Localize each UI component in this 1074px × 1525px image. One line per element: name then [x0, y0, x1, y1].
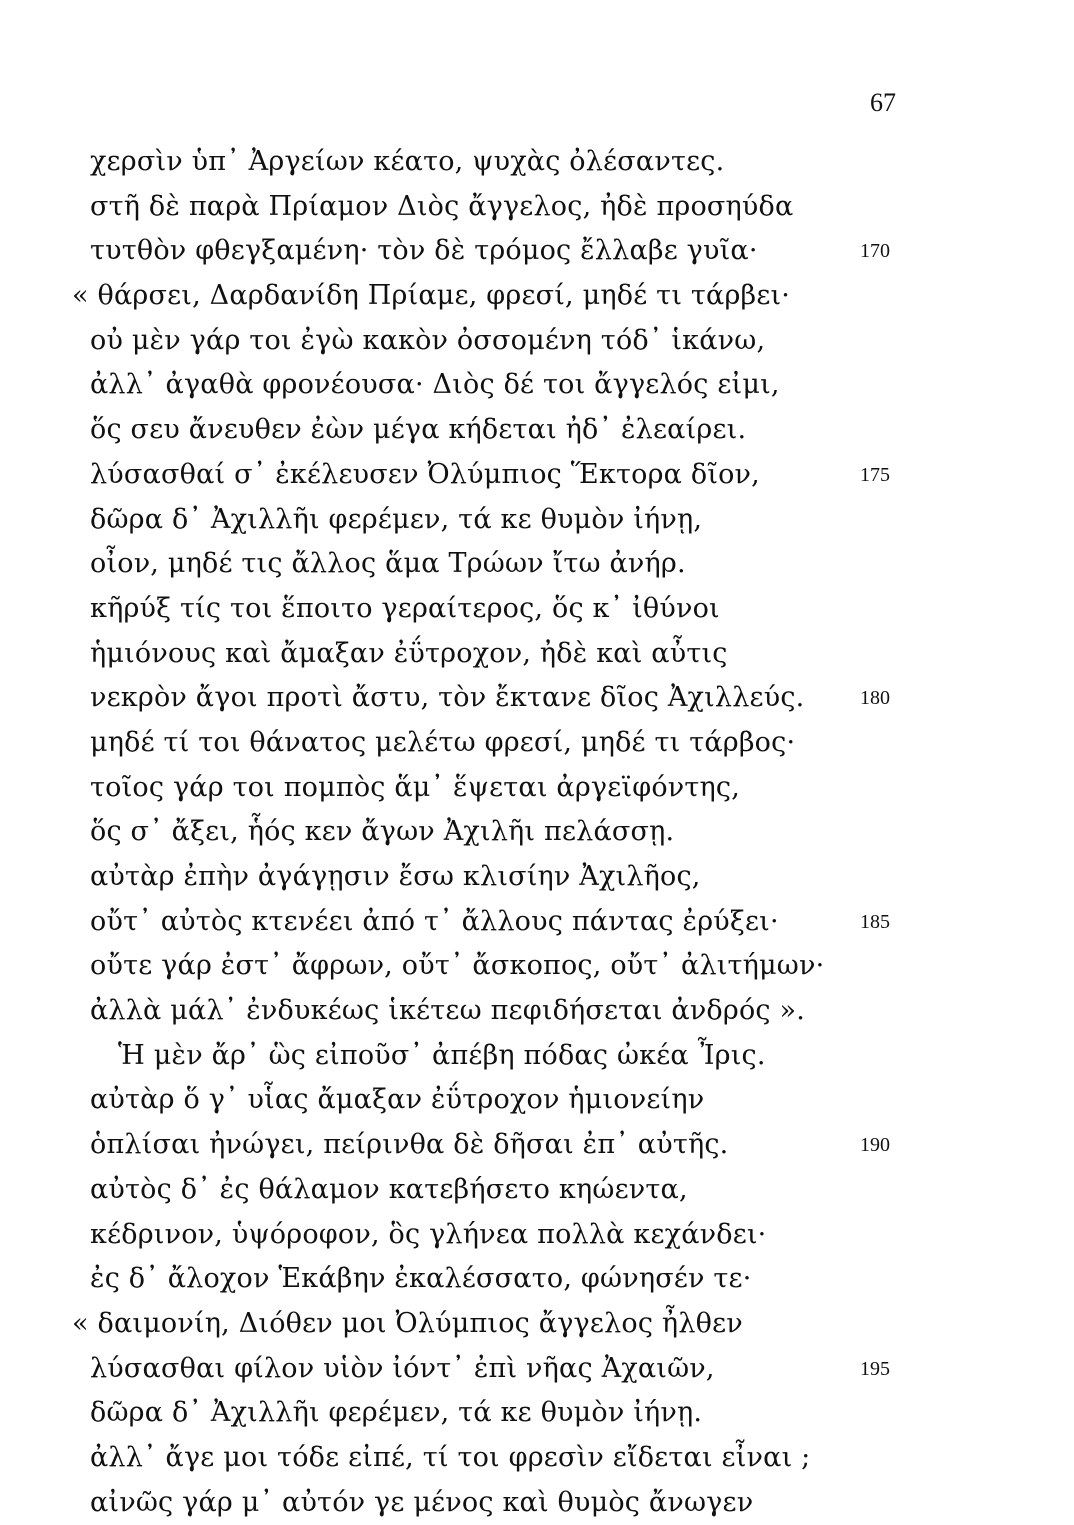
line-number: 190 — [860, 1134, 890, 1157]
verse-line — [0, 676, 1074, 721]
verse-text: κῆρύξ τίς τοι ἕποιτο γεραίτερος, ὅς κ᾽ ἰθύνοι — [90, 592, 720, 624]
line-number: 180 — [860, 687, 890, 710]
line-number: 170 — [860, 240, 890, 263]
verse-line — [0, 989, 1074, 1034]
line-number: 195 — [860, 1357, 890, 1380]
verse-line — [0, 855, 1074, 900]
verse-text: χερσὶν ὑπ᾽ Ἀργείων κέατο, ψυχὰς ὀλέσαντες. — [90, 146, 725, 177]
verse-text: λύσασθαί σ᾽ ἐκέλευσεν Ὀλύμπιος Ἕκτορα δῖον, — [90, 458, 760, 490]
verse-text: ἀλλὰ μάλ᾽ ἐνδυκέως ἱκέτεω πεφιδήσεται ἀνδρός ». — [90, 995, 806, 1027]
verse-line — [0, 1481, 1074, 1525]
verse-line — [0, 1391, 1074, 1436]
verse-text: οὔτε γάρ ἐστ᾽ ἄφρων, οὔτ᾽ ἄσκοπος, οὔτ᾽ ἀλιτήμων· — [90, 950, 825, 982]
verse-text: οἶον, μηδέ τις ἄλλος ἅμα Τρώων ἴτω ἀνήρ. — [90, 548, 686, 580]
verse-line — [0, 542, 1074, 587]
verse-line — [0, 498, 1074, 543]
verse-text: λύσασθαι φίλον υἱὸν ἰόντ᾽ ἐπὶ νῆας Ἀχαιῶν, — [90, 1352, 715, 1384]
verse-text: δῶρα δ᾽ Ἀχιλλῆι φερέμεν, τά κε θυμὸν ἰήνῃ. — [90, 1397, 703, 1429]
verse-text: ὅς σ᾽ ἄξει, ἧός κεν ἄγων Ἀχιλῆι πελάσσῃ. — [90, 816, 675, 848]
verse-text: ἐς δ᾽ ἄλοχον Ἑκάβην ἐκαλέσσατο, φώνησέν τε· — [90, 1263, 752, 1295]
verse-text: νεκρὸν ἄγοι προτὶ ἄστυ, τὸν ἔκτανε δῖος Ἀχιλλεύς. — [90, 682, 805, 714]
verse-text: ἀλλ᾽ ἀγαθὰ φρονέουσα· Διὸς δέ τοι ἄγγελός εἰμι, — [90, 369, 780, 401]
verse-text: δῶρα δ᾽ Ἀχιλλῆι φερέμεν, τά κε θυμὸν ἰήνῃ, — [90, 503, 703, 535]
verse-text: ὅς σευ ἄνευθεν ἐὼν μέγα κήδεται ἠδ᾽ ἐλεαίρει. — [90, 414, 747, 446]
verse-text: τυτθὸν φθεγξαμένη· τὸν δὲ τρόμος ἔλλαβε γυῖα· — [90, 235, 758, 267]
verse-line — [0, 766, 1074, 811]
verse-line — [0, 721, 1074, 766]
verse-line — [0, 900, 1074, 945]
verse-text: αὐτὰρ ἐπὴν ἀγάγῃσιν ἔσω κλισίην Ἀχιλῆος, — [90, 861, 701, 892]
verse-line — [0, 453, 1074, 498]
verse-line — [0, 1168, 1074, 1213]
verse-text: ἀλλ᾽ ἄγε μοι τόδε εἰπέ, τί τοι φρεσὶν εἴδεται εἶναι ; — [90, 1441, 811, 1473]
verse-line — [0, 229, 1074, 274]
verse-text: τοῖος γάρ τοι πομπὸς ἅμ᾽ ἕψεται ἀργεϊφόντης, — [90, 771, 741, 803]
verse-line — [0, 1302, 1074, 1347]
verse-text: αἰνῶς γάρ μ᾽ αὐτόν γε μένος καὶ θυμὸς ἄνωγεν — [90, 1486, 754, 1518]
verse-line — [0, 1123, 1074, 1168]
verse-text: στῆ δὲ παρὰ Πρίαμον Διὸς ἄγγελος, ἠδὲ προσηύδα — [90, 190, 794, 222]
verse-text: « θάρσει, Δαρδανίδη Πρίαμε, φρεσί, μηδέ τι τάρβει· — [72, 280, 791, 312]
verse-line — [0, 1436, 1074, 1481]
verse-text: Ἡ μὲν ἄρ᾽ ὣς εἰποῦσ᾽ ἀπέβη πόδας ὠκέα Ἶρις. — [118, 1039, 766, 1071]
verse-line — [0, 319, 1074, 364]
verse-line — [0, 1078, 1074, 1123]
verse-line — [0, 185, 1074, 230]
verse-line — [0, 1347, 1074, 1392]
verse-text: ὁπλίσαι ἠνώγει, πείρινθα δὲ δῆσαι ἐπ᾽ αὐτῆς. — [90, 1129, 729, 1161]
verse-text: « δαιμονίη, Διόθεν μοι Ὀλύμπιος ἄγγελος ἦλθεν — [72, 1307, 743, 1339]
verse-text: μηδέ τί τοι θάνατος μελέτω φρεσί, μηδέ τι τάρβος· — [90, 726, 796, 758]
verse-text: οὔτ᾽ αὐτὸς κτενέει ἀπό τ᾽ ἄλλους πάντας ἐρύξει· — [90, 905, 779, 937]
line-number: 175 — [860, 463, 890, 486]
verse-line — [0, 1213, 1074, 1258]
line-number: 185 — [860, 910, 890, 933]
verse-line — [0, 944, 1074, 989]
verse-line — [0, 363, 1074, 408]
verse-text: ἡμιόνους καὶ ἄμαξαν ἐΰτροχον, ἠδὲ καὶ αὖτις — [90, 637, 728, 669]
verse-line — [0, 810, 1074, 855]
page-number: 67 — [870, 88, 896, 117]
verse-line — [0, 408, 1074, 453]
verse-line — [0, 1257, 1074, 1302]
verse-line — [0, 140, 1074, 185]
verse-text: οὐ μὲν γάρ τοι ἐγὼ κακὸν ὀσσομένη τόδ᾽ ἱκάνω, — [90, 324, 766, 356]
verse-block — [0, 140, 1074, 1525]
verse-line — [0, 1034, 1074, 1079]
verse-line — [0, 587, 1074, 632]
verse-text: αὐτὰρ ὅ γ᾽ υἷας ἄμαξαν ἐΰτροχον ἡμιονείην — [90, 1084, 705, 1116]
verse-line — [0, 274, 1074, 319]
verse-line — [0, 632, 1074, 677]
verse-text: αὐτὸς δ᾽ ἐς θάλαμον κατεβήσετο κηώεντα, — [90, 1173, 688, 1205]
verse-text: κέδρινον, ὑψόροφον, ὃς γλήνεα πολλὰ κεχάνδει· — [90, 1218, 767, 1250]
